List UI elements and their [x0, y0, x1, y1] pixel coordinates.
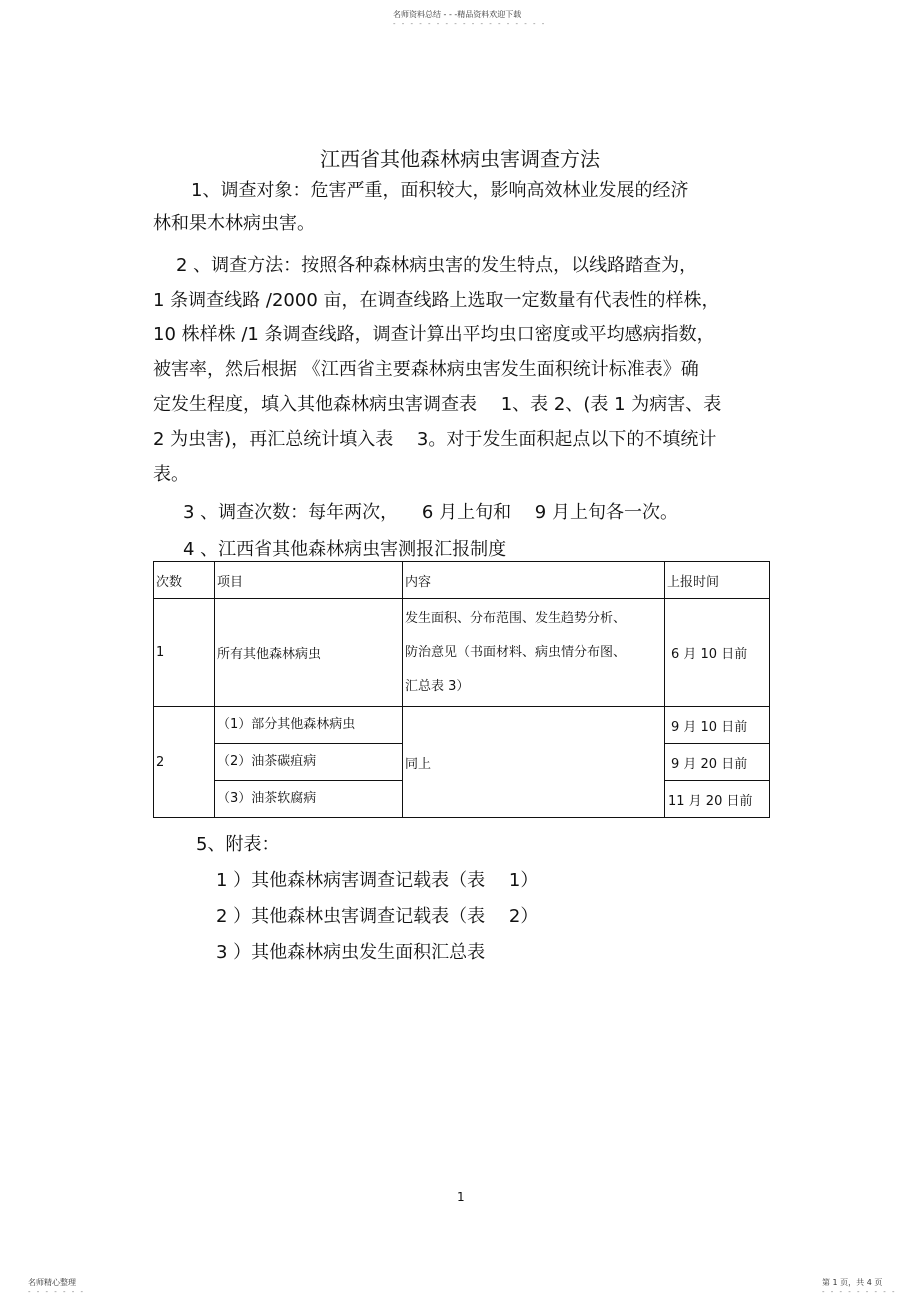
section-2-line-2: 1 条调查线路 /2000 亩，在调查线路上选取一定数量有代表性的样株， [153, 290, 720, 311]
row2-time-3: 11 月 20 日前 [665, 781, 770, 818]
footer-left-dots: - - - - - - - [28, 1288, 86, 1296]
section-2-line-4: 被害率，然后根据 《江西省主要森林病虫害发生面积统计标准表》确 [153, 359, 699, 380]
row1-content-line: 防治意见（书面材料、病虫情分布图、 [405, 644, 627, 660]
row1-content [403, 599, 665, 707]
section-2-line-7: 表。 [153, 464, 189, 485]
appendix-item-2: 2 ）其他森林虫害调查记载表（表 2） [216, 906, 539, 927]
footer-page-count: 第 1 页，共 4 页 [822, 1278, 883, 1287]
footer-right-dots: - - - - - - - - - [822, 1288, 897, 1296]
row1-content-line: 汇总表 3） [405, 678, 470, 694]
section-2-line-3: 10 株样株 /1 条调查线路，调查计算出平均虫口密度或平均感病指数， [153, 324, 715, 345]
row2-content: 同上 [403, 707, 665, 818]
section-1-line-2: 林和果木林病虫害。 [153, 213, 315, 234]
appendix-heading: 5、附表： [196, 834, 280, 855]
row1-item: 所有其他森林病虫 [215, 599, 403, 707]
section-2-line-6: 2 为虫害)，再汇总统计填入表 3。对于发生面积起点以下的不填统计 [153, 429, 717, 450]
table-row [154, 599, 770, 707]
header-cell-count: 次数 [154, 562, 215, 599]
page-number: 1 [457, 1190, 465, 1204]
row2-item-3: （3）油茶软腐病 [215, 781, 403, 818]
section-3: 3 、调查次数：每年两次， 6 月上旬和 9 月上旬各一次。 [183, 502, 678, 523]
section-2-line-1: 2 、调查方法：按照各种森林病虫害的发生特点，以线路踏查为， [176, 255, 698, 276]
row2-num: 2 [154, 707, 215, 818]
row2-item-1: （1）部分其他森林病虫 [215, 707, 403, 744]
header-cell-time: 上报时间 [665, 562, 770, 599]
appendix-item-3: 3 ）其他森林病虫发生面积汇总表 [216, 942, 486, 963]
header-text: 名师资料总结 - - -精品资料欢迎下载 [393, 10, 522, 19]
section-4-heading: 4 、江西省其他森林病虫害测报汇报制度 [183, 539, 507, 560]
header-cell-item: 项目 [215, 562, 403, 599]
report-schedule-table [153, 561, 770, 818]
table-row [154, 707, 770, 744]
header-dots: - - - - - - - - - - - - - - - - - - [393, 20, 547, 28]
footer-left-text: 名师精心整理 [28, 1278, 76, 1287]
row2-time-1: 9 月 10 日前 [665, 707, 770, 744]
row1-num: 1 [154, 599, 215, 707]
row2-time-2: 9 月 20 日前 [665, 744, 770, 781]
section-2-line-5: 定发生程度，填入其他森林病虫害调查表 1、表 2、(表 1 为病害、表 [153, 394, 722, 415]
table-header-row [154, 562, 770, 599]
section-1-line-1: 1、调查对象：危害严重，面积较大，影响高效林业发展的经济 [191, 180, 689, 201]
header-cell-content: 内容 [403, 562, 665, 599]
row1-time: 6 月 10 日前 [665, 599, 770, 707]
row2-item-2: （2）油茶碳疽病 [215, 744, 403, 781]
row1-content-line: 发生面积、分布范围、发生趋势分析、 [405, 610, 627, 626]
page-title: 江西省其他森林病虫害调查方法 [320, 147, 600, 171]
appendix-item-1: 1 ）其他森林病害调查记载表（表 1） [216, 870, 539, 891]
